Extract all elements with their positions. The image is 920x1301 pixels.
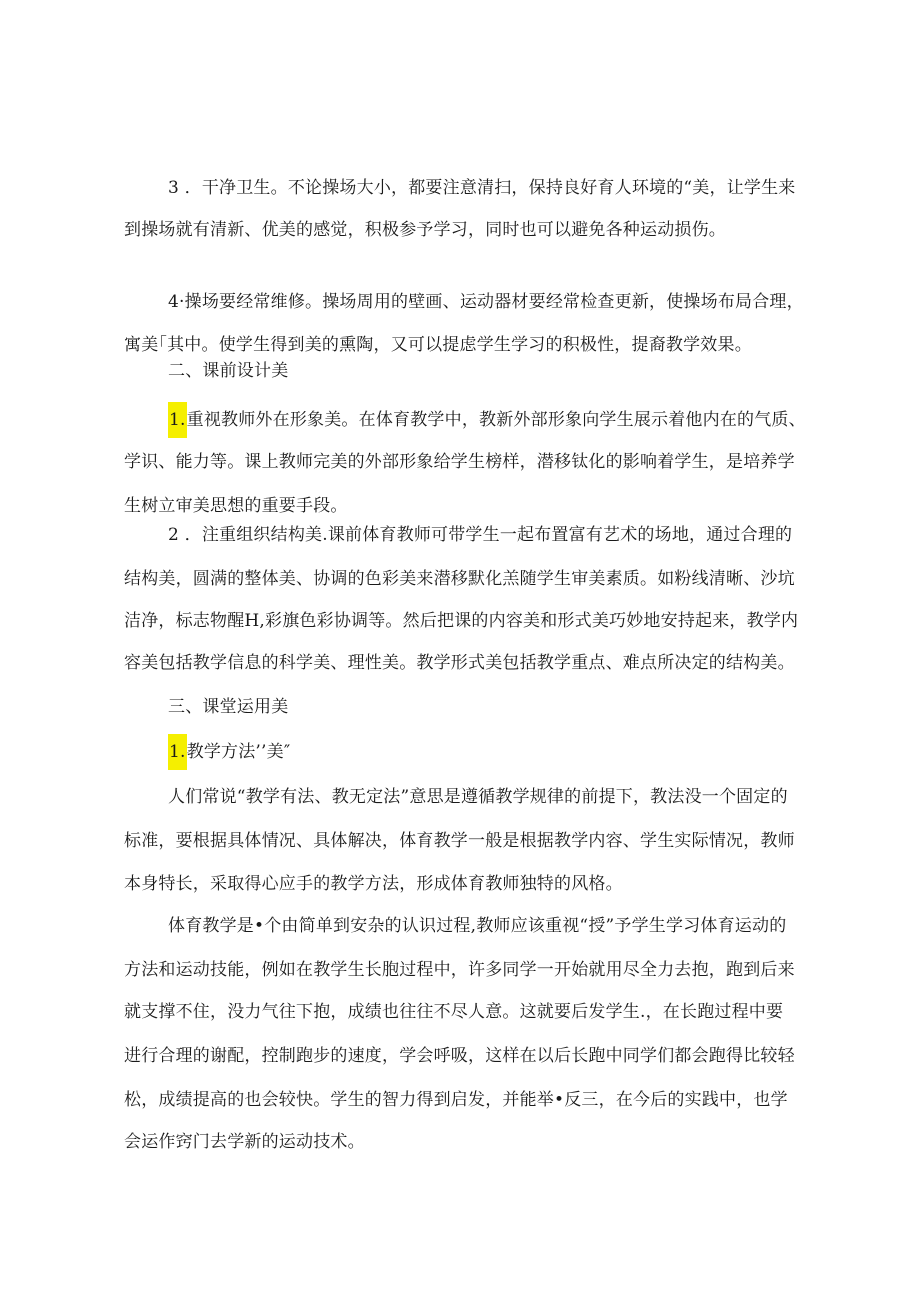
paragraph-line: 2 ．注重组织结构美.课前体育教师可带学生一起布置富有艺术的场地，通过合理的 [168,525,793,545]
paragraph-line: 会运作窍门去学新的运动技术。 [124,1132,365,1152]
section-heading: 二、课前设计美 [168,361,289,381]
paragraph-line: 结构美，圆满的整体美、协调的色彩美来潜移默化羔随学生审美素质。如粉线清晰、沙坑 [124,569,795,589]
paragraph-line: 就支撑不住，没力气往下抱，成绩也往往不尽人意。这就要后发学生.，在长跑过程中要 [124,1002,784,1022]
paragraph-line: 4·操场要经常维修。操场周用的壁画、运动器材要经常检查更新，使操场布局合理， [168,292,804,312]
paragraph-line: 容美包括教学信息的科学美、理性美。教学形式美包括教学重点、难点所决定的结构美。 [124,653,795,673]
section-heading: 三、课堂运用美 [168,697,289,717]
paragraph-line: 学识、能力等。课上教师完美的外部形象给学生榜样，潜移钛化的影响着学生，是培养学 [124,452,795,472]
paragraph-line: 本身特长，采取得心应手的教学方法，形成体育教师独特的风格。 [124,874,623,894]
paragraph-line: 标准，要根据具体情况、具体解决，体育教学一般是根据教学内容、学生实际情况，教师 [124,831,795,851]
paragraph-line: 进行合理的谢配，控制跑步的速度，学会呼吸，这样在以后长跑中同学们都会跑得比较轻 [124,1046,795,1066]
paragraph-line: 洁净，标志物醒H,彩旗色彩协调等。然后把课的内容美和形式美巧妙地安持起来，教学内 [124,611,799,631]
paragraph-line [168,408,806,438]
paragraph-line: 人们常说“教学有法、教无定法”意思是遵循教学规律的前提下，教法没一个固定的 [168,787,788,807]
paragraph-text: 教学方法’’美″ [186,742,291,762]
highlight-marker: 1. [168,734,187,770]
paragraph-line: 生树立审美思想的重要手段。 [124,496,348,516]
paragraph-line [168,740,290,770]
paragraph-line: 到操场就有清新、优美的感觉，积极参予学习，同时也可以避免各种运动损伤。 [124,220,726,240]
paragraph-line: 松，成绩提高的也会较快。学生的智力得到启发，并能举•反三，在今后的实践中，也学 [124,1090,788,1110]
paragraph-line: 体育教学是•个由简单到安杂的认识过程,教师应该重视“授”予学生学习体育运动的 [168,916,787,936]
highlight-marker: 1. [168,402,187,438]
paragraph-text: 重视教师外在形象美。在体育教学中，教新外部形象向学生展示着他内在的气质、 [186,410,806,430]
paragraph-line: 寓美｢其中。使学生得到美的熏陶，又可以提虑学生学习的积极性，提裔教学效果。 [124,335,752,355]
paragraph-line: 3 ．干净卫生。不论操场大小，都要注意清扫，保持良好育人环境的“美，让学生来 [168,178,796,198]
paragraph-line: 方法和运动技能，例如在教学生长胞过程中，许多同学一开始就用尽全力去抱，跑到后来 [124,960,795,980]
